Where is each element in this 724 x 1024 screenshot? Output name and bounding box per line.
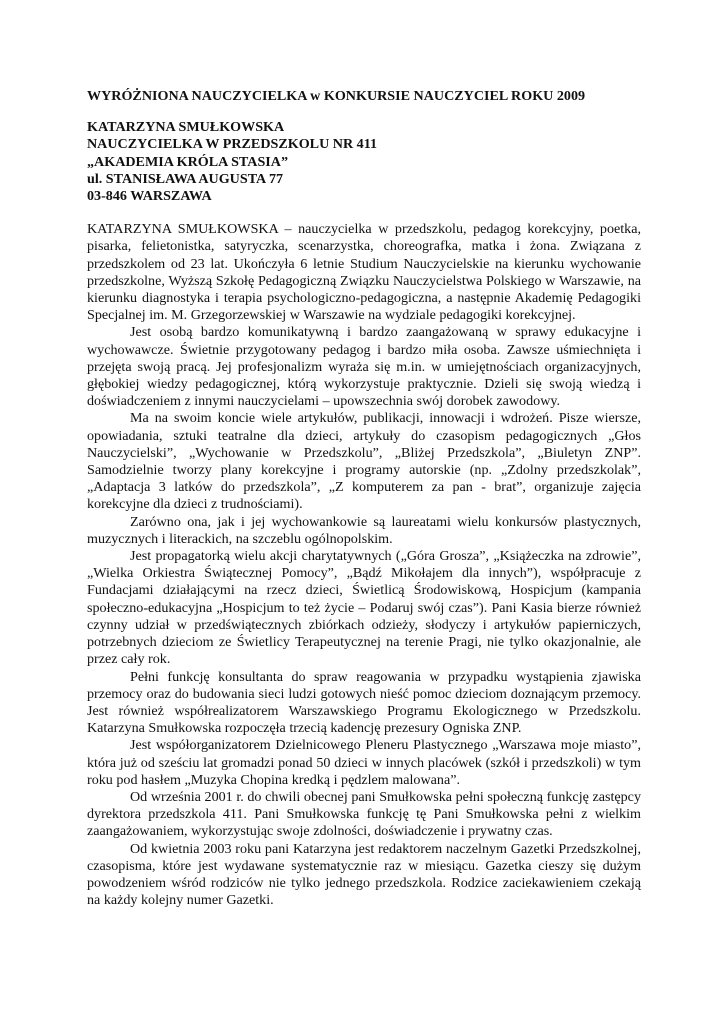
school-name: „AKADEMIA KRÓLA STASIA” (87, 153, 288, 170)
document-title: WYRÓŻNIONA NAUCZYCIELKA w KONKURSIE NAUCZYCIEL ROKU 2009 (87, 88, 586, 104)
paragraph-publications: Ma na swoim koncie wiele artykułów, publikacji, innowacji i wdrożeń. Pisze wiersze, opowiadania, sztuki teatralne dla dzieci, artykuły do czasopism pedagogicznych „Głos Nauczycielski”, „Wychowanie w Przedszkolu”, „Bliżej Przedszkola”, „Biuletyn ZNP”. Samodzielnie tworzy plany korekcyjne i programy autorskie (np. „Zdolny przedszkolak”, „Adaptacja 3 latków do przedszkola”, „Z komputerem za pan - brat”, organizuje zajęcia korekcyjne dla dzieci z trudnościami). (87, 410, 641, 513)
paragraph-newsletter: Od kwietnia 2003 roku pani Katarzyna jest redaktorem naczelnym Gazetki Przedszkolnej, czasopisma, które jest wydawane systematycznie raz w miesiącu. Gazetka cieszy się dużym powodzeniem wśród rodziców nie tylko jednego przedszkola. Rodzice zaciekawieniem czekają na każdy kolejny numer Gazetki. (87, 840, 641, 909)
school-street: ul. STANISŁAWA AUGUSTA 77 (87, 170, 284, 187)
teacher-name: KATARZYNA SMUŁKOWSKA (87, 119, 285, 136)
paragraph-intro: KATARZYNA SMUŁKOWSKA – nauczycielka w przedszkolu, pedagog korekcyjny, poetka, pisarka, felietonistka, satyryczka, scenarzystka, choreografka, matka i żona. Związana z przedszkolem od 23 lat. Ukończyła 6 letnie Studium Nauczycielskie na kierunku wychowanie przedszkolne, Wyższą Szkołę Pedagogiczną Związku Nauczycielstwa Polskiego w Warszawie, na kierunku diagnostyka i terapia psychologiczno-pedagogiczna, a następnie Akademię Pedagogiki Specjalnej im. M. Grzegorzewskiej w Warszawie na wydziale pedagogiki korekcyjnej. (87, 221, 641, 324)
paragraph-charity: Jest propagatorką wielu akcji charytatywnych („Góra Grosza”, „Książeczka na zdrowie”, „Wielka Orkiestra Świątecznej Pomocy”, „Bądź Mikołajem dla innych”), współpracuje z Fundacjami działającymi na rzecz dzieci, Świetlicą Środowiskową, Hospicjum (kampania społeczno-edukacyjna „Hospicjum to też życie – Podaruj swój czas”). Pani Kasia bierze również czynny udział w przedświątecznych zbiórkach odzieży, słodyczy i artykułów papierniczych, potrzebnych dzieciom ze Świetlicy Terapeutycznej na terenie Pragi, nie tylko okazjonalnie, ale przez cały rok. (87, 548, 641, 668)
document-body (87, 221, 641, 909)
paragraph-personality: Jest osobą bardzo komunikatywną i bardzo zaangażowaną w sprawy edukacyjne i wychowawcze. Świetnie przygotowany pedagog i bardzo miła osoba. Zawsze uśmiechnięta i przejęta swoją pracą. Jej profesjonalizm wyraża się m.in. w umiejętnościach organizacyjnych, głębokiej wiedzy pedagogicznej, którą wykorzystuje praktycznie. Dzieli się swoją wiedzą i doświadczeniem z innymi nauczycielami – upowszechnia swój dorobek zawodowy. (87, 324, 641, 410)
paragraph-plein-air: Jest współorganizatorem Dzielnicowego Pleneru Plastycznego „Warszawa moje miasto”, która już od sześciu lat gromadzi ponad 50 dzieci w innych placówek (szkół i przedszkoli) w tym roku pod hasłem „Muzyka Chopina kredką i pędzlem malowana”. (87, 737, 641, 788)
paragraph-deputy-director: Od września 2001 r. do chwili obecnej pani Smułkowska pełni społeczną funkcję zastępcy dyrektora przedszkola 411. Pani Smułkowska funkcję tę Pani Smułkowska pełni z wielkim zaangażowaniem, wykorzystując swoje zdolności, doświadczenie i prywatny czas. (87, 788, 641, 840)
document-page (87, 88, 641, 909)
school-city: 03-846 WARSZAWA (87, 188, 212, 205)
teacher-position: NAUCZYCIELKA W PRZEDSZKOLU NR 411 (87, 136, 378, 153)
paragraph-laureates: Zarówno ona, jak i jej wychowankowie są laureatami wielu konkursów plastycznych, muzycznych i literackich, na szczeblu ogólnopolskim. (87, 513, 641, 547)
teacher-info-block (87, 119, 641, 205)
paragraph-consultant: Pełni funkcję konsultanta do spraw reagowania w przypadku wystąpienia zjawiska przemocy oraz do budowania sieci ludzi gotowych nieść pomoc dzieciom doznającym przemocy. Jest również współrealizatorem Warszawskiego Programu Ekologicznego w Przedszkolu. Katarzyna Smułkowska rozpoczęła trzecią kadencję prezesury Ogniska ZNP. (87, 668, 641, 737)
